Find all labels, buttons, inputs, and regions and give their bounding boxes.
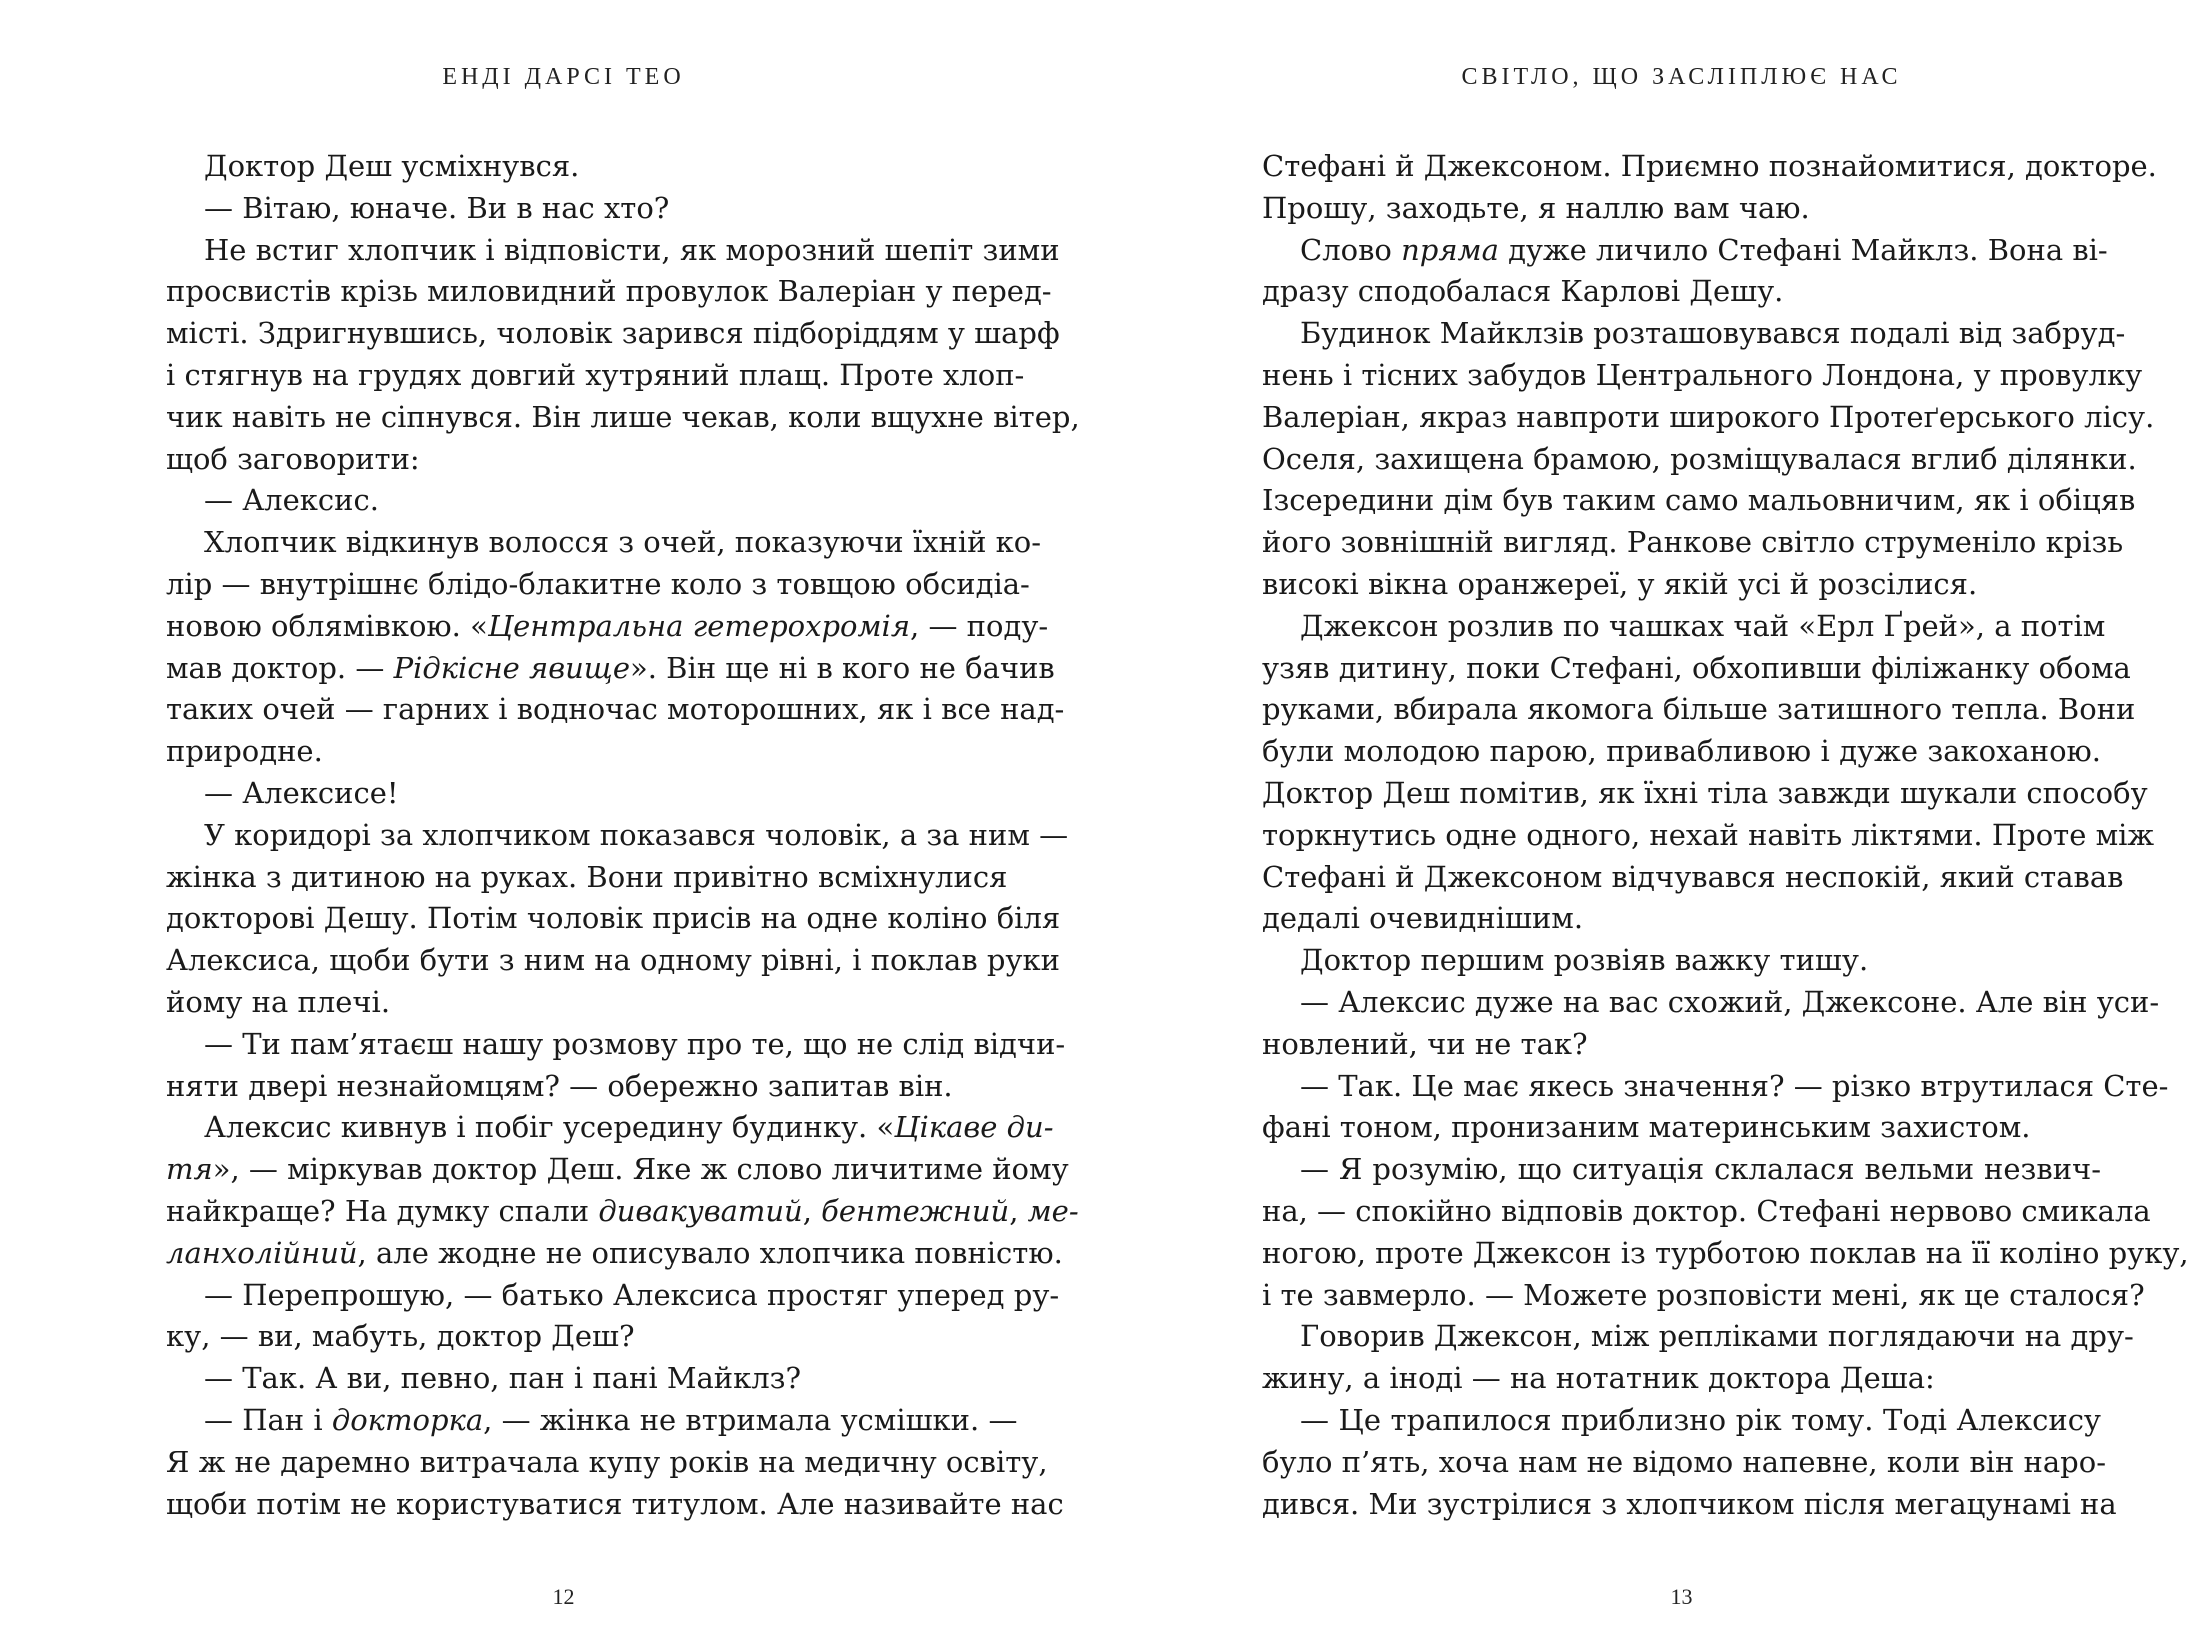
- text-line: няти двері незнайомцям? — обережно запитав він.: [166, 1068, 953, 1103]
- text-line: — Алексис дуже на вас схожий, Джексоне. Але він уси-: [1300, 984, 2160, 1019]
- text-line: Будинок Майклзів розташовувався подалі від забруд-: [1300, 316, 2126, 351]
- text-line: Оселя, захищена брамою, розміщувалася вглиб ділянки.: [1262, 441, 2137, 476]
- text-line: Говорив Джексон, між репліками поглядаючи на дру-: [1300, 1319, 2134, 1354]
- text-line: жину, а іноді — на нотатник доктора Деша:: [1262, 1361, 1935, 1396]
- running-head-title: СВІТЛО, ЩО ЗАСЛІПЛЮЄ НАС: [1461, 64, 1902, 90]
- text-line: йому на плечі.: [166, 984, 391, 1019]
- text-line: були молодою парою, привабливою і дуже закоханою.: [1262, 734, 2101, 769]
- text-line: [166, 606, 1049, 648]
- text-line: Доктор Деш помітив, як їхні тіла завжди шукали способу: [1262, 775, 2148, 810]
- text-line: Стефані й Джексоном. Приємно познайомитися, докторе.: [1262, 149, 2157, 183]
- text-run: дуже личило Стефані Майклз. Вона ві-: [1498, 232, 2108, 267]
- text-line: таких очей — гарних і водночас моторошних, як і все над-: [166, 692, 1065, 727]
- text-line: і стягнув на грудях довгий хутряний плащ. Проте хлоп-: [166, 357, 1025, 392]
- text-line: [166, 1149, 1069, 1191]
- text-line: нень і тісних забудов Центрального Лондона, у провулку: [1262, 357, 2143, 392]
- text-line: Джексон розлив по чашках чай «Ерл Ґрей», а потім: [1300, 608, 2106, 643]
- text-line: природне.: [166, 734, 323, 769]
- text-line: щоби потім не користуватися титулом. Але називайте нас: [166, 1486, 1064, 1521]
- text-line: — Алексисе!: [204, 775, 399, 810]
- text-line: узяв дитину, поки Стефані, обхопивши філіжанку обома: [1262, 650, 2131, 685]
- text-run: ,: [802, 1193, 822, 1228]
- text-line: Доктор Деш усміхнувся.: [204, 149, 580, 183]
- text-run: ». Він ще ні в кого не бачив: [630, 650, 1055, 685]
- text-run: », — міркував доктор Деш. Яке ж слово личитиме йому: [212, 1152, 1069, 1187]
- text-line: докторові Дешу. Потім чоловік присів на одне коліно біля: [166, 901, 1061, 936]
- text-line: — Ти пам’ятаєш нашу розмову про те, що не слід відчи-: [204, 1026, 1066, 1061]
- text-line: високі вікна оранжереї, у якій усі й розсілися.: [1262, 566, 1978, 601]
- text-run: , — жінка не втримала усмішки. —: [483, 1402, 1018, 1437]
- text-line: Валеріан, якраз навпроти широкого Протеґерського лісу.: [1262, 399, 2155, 434]
- text-line: щоб заговорити:: [166, 441, 420, 476]
- text-line: Не встиг хлопчик і відповісти, як морозний шепіт зими: [204, 232, 1060, 267]
- text-line: його зовнішній вигляд. Ранкове світло струменіло крізь: [1262, 525, 2124, 560]
- text-line: — Я розумію, що ситуація склалася вельми незвич-: [1300, 1152, 2101, 1187]
- text-line: просвистів крізь миловидний провулок Валеріан у перед-: [166, 274, 1052, 309]
- text-run: новою облямівкою. «: [166, 608, 488, 643]
- text-line: Доктор першим розвіяв важку тишу.: [1300, 943, 1869, 978]
- text-line: і те завмерло. — Можете розповісти мені, як це сталося?: [1262, 1277, 2145, 1312]
- text-line: Алексиса, щоби бути з ним на одному рівні, і поклав руки: [166, 943, 1060, 978]
- right-page: [1100, 0, 2200, 1650]
- page-number: 13: [1670, 1584, 1693, 1609]
- text-run: , — поду-: [910, 608, 1049, 643]
- page-number: 12: [552, 1584, 575, 1609]
- text-line: [166, 1107, 1054, 1149]
- italic-text: дивакуватий: [598, 1193, 803, 1228]
- text-line: дився. Ми зустрілися з хлопчиком після мегацунамі на: [1262, 1486, 2117, 1521]
- text-line: [166, 1233, 1063, 1275]
- text-line: Я ж не даремно витрачала купу років на медичну освіту,: [166, 1444, 1048, 1479]
- text-line: — Так. Це має якесь значення? — різко втрутилася Сте-: [1300, 1068, 2169, 1103]
- text-line: Хлопчик відкинув волосся з очей, показуючи їхній ко-: [204, 525, 1042, 560]
- italic-text: Центральна гетерохромія: [487, 608, 911, 643]
- italic-text: пряма: [1401, 232, 1499, 267]
- running-head-author: ЕНДІ ДАРСІ ТЕО: [442, 64, 685, 90]
- text-line: жінка з дитиною на руках. Вони привітно всміхнулися: [166, 859, 1008, 894]
- text-run: мав доктор. —: [166, 650, 394, 685]
- text-run: найкраще? На думку спали: [166, 1193, 599, 1228]
- text-line: дедалі очевиднішим.: [1262, 901, 1584, 936]
- text-line: Ізсередини дім був таким само мальовничим, як і обіцяв: [1262, 483, 2136, 518]
- text-line: торкнутись одне одного, нехай навіть ліктями. Проте між: [1262, 817, 2155, 852]
- italic-text: тя: [166, 1152, 213, 1187]
- text-run: Алексис кивнув і побіг усередину будинку. «: [204, 1110, 895, 1145]
- italic-text: докторка: [331, 1402, 484, 1437]
- text-line: на, — спокійно відповів доктор. Стефані нервово смикала: [1262, 1193, 2151, 1228]
- text-line: [166, 1400, 1018, 1442]
- text-line: [166, 1191, 1079, 1233]
- right-page-body: [1262, 146, 2189, 1525]
- text-line: лір — внутрішнє блідо-блакитне коло з товщою обсидіа-: [166, 566, 1030, 601]
- text-line: чик навіть не сіпнувся. Він лише чекав, коли вщухне вітер,: [166, 399, 1080, 434]
- text-line: новлений, чи не так?: [1262, 1026, 1588, 1061]
- text-run: — Пан і: [204, 1402, 332, 1437]
- text-line: Стефані й Джексоном відчувався неспокій, який ставав: [1262, 859, 2124, 894]
- italic-text: ме-: [1027, 1193, 1079, 1228]
- text-line: фані тоном, пронизаним материнським захистом.: [1262, 1110, 2031, 1145]
- text-line: — Перепрошую, — батько Алексиса простяг уперед ру-: [204, 1277, 1060, 1312]
- text-line: дразу сподобалася Карлові Дешу.: [1262, 274, 1784, 309]
- text-line: було п’ять, хоча нам не відомо напевне, коли він наро-: [1262, 1444, 2106, 1479]
- text-line: руками, вбирала якомога більше затишного тепла. Вони: [1262, 692, 2136, 727]
- text-line: — Це трапилося приблизно рік тому. Тоді Алексису: [1300, 1402, 2101, 1437]
- text-run: Слово: [1300, 232, 1402, 267]
- italic-text: Рідкісне явище: [393, 650, 630, 685]
- text-line: місті. Здригнувшись, чоловік зарився підборіддям у шарф: [166, 316, 1060, 351]
- text-line: ку, — ви, мабуть, доктор Деш?: [166, 1319, 635, 1354]
- text-line: — Так. А ви, певно, пан і пані Майклз?: [204, 1361, 802, 1396]
- italic-text: ланхолійний: [166, 1235, 358, 1270]
- text-line: У коридорі за хлопчиком показався чоловік, а за ним —: [204, 817, 1069, 852]
- text-line: [166, 648, 1055, 690]
- text-line: [1262, 230, 2108, 272]
- italic-text: Цікаве ди-: [894, 1110, 1054, 1145]
- text-line: — Вітаю, юначе. Ви в нас хто?: [204, 190, 670, 225]
- text-line: Прошу, заходьте, я наллю вам чаю.: [1262, 190, 1810, 225]
- text-run: ,: [1009, 1193, 1028, 1228]
- italic-text: бентежний: [821, 1193, 1010, 1228]
- left-page-body: [166, 146, 1080, 1525]
- text-line: — Алексис.: [204, 483, 379, 518]
- text-line: ногою, проте Джексон із турботою поклав на її коліно руку,: [1262, 1235, 2189, 1270]
- text-run: , але жодне не описувало хлопчика повністю.: [357, 1235, 1063, 1270]
